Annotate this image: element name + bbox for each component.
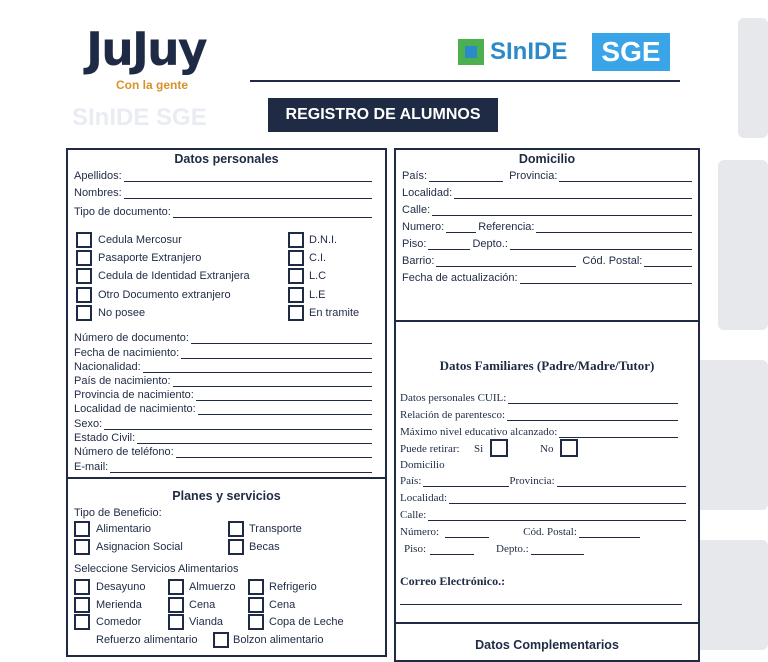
desayuno-checkbox[interactable] xyxy=(74,579,90,595)
complementarios-title: Datos Complementarios xyxy=(475,638,619,652)
estado-civil-field[interactable]: Estado Civil: xyxy=(74,432,372,444)
domicilio-calle-field[interactable]: Calle: xyxy=(402,204,692,216)
provincia-nacimiento-field[interactable]: Provincia de nacimiento: xyxy=(74,389,372,401)
domicilio-pais-provincia[interactable]: País: Provincia: xyxy=(402,170,692,182)
header-divider xyxy=(250,80,680,82)
domicilio-numero-referencia[interactable]: Numero: Referencia: xyxy=(402,221,692,233)
page-title: REGISTRO DE ALUMNOS xyxy=(268,98,498,132)
copa-leche-checkbox[interactable] xyxy=(248,614,264,630)
familiar-parentesco-field[interactable]: Relación de parentesco: xyxy=(400,409,678,421)
lc-checkbox[interactable] xyxy=(288,268,304,284)
domicilio-localidad-field[interactable]: Localidad: xyxy=(402,187,692,199)
familiar-pais-provincia[interactable]: País: Provincia: xyxy=(400,475,686,487)
datos-complementarios-section xyxy=(394,622,700,662)
localidad-nacimiento-field[interactable]: Localidad de nacimiento: xyxy=(74,403,372,415)
familiar-correo-field[interactable] xyxy=(400,594,682,605)
alimentario-checkbox[interactable] xyxy=(74,521,90,537)
familiar-localidad-field[interactable]: Localidad: xyxy=(400,492,686,504)
planes-title: Planes y servicios xyxy=(172,489,281,503)
domicilio-section xyxy=(394,148,700,322)
otro-documento-checkbox[interactable] xyxy=(76,287,92,303)
domicilio-title: Domicilio xyxy=(518,152,576,166)
datos-personales-section: Datos personales Apellidos: Nombres: Tipo de documento: Cedula Mercosur Pasaporte Extranjero Cedula de Identidad Extranjera Otro Documento extranjero No posee D.N.I. C.I. L.C L.E En tramite Número de documento: Fecha de nacimiento: Nacionalidad: País de nacimiento: Provincia de nacimiento: Localidad de nacimiento: Sexo: Estado Civil: Número de teléfono: E-mail: xyxy=(66,148,387,479)
planes-servicios-section: Planes y servicios Tipo de Beneficio: Alimentario Transporte Asignacion Social Becas Seleccione Servicios Alimentarios Desayuno Almuerzo Refrigerio Merienda Cena Cena Comedor Vianda Copa de Leche Refuerzo alimentario Bolzon alimentario xyxy=(66,477,387,657)
watermark-sinide: SInIDE SGE xyxy=(72,104,207,131)
merienda-checkbox[interactable] xyxy=(74,597,90,613)
vianda-checkbox[interactable] xyxy=(168,614,184,630)
le-checkbox[interactable] xyxy=(288,287,304,303)
domicilio-barrio-cp[interactable]: Barrio: Cód. Postal: xyxy=(402,255,692,267)
dni-checkbox[interactable] xyxy=(288,232,304,248)
familiar-calle-field[interactable]: Calle: xyxy=(400,509,686,521)
familiar-piso-depto[interactable]: Piso: Depto.: xyxy=(404,543,584,555)
watermark-bar xyxy=(690,360,768,510)
domicilio-piso-depto[interactable]: Piso: Depto.: xyxy=(402,238,692,250)
ci-checkbox[interactable] xyxy=(288,250,304,266)
familiares-title: Datos Familiares (Padre/Madre/Tutor) xyxy=(439,358,655,373)
no-posee-checkbox[interactable] xyxy=(76,305,92,321)
sinide-icon xyxy=(458,39,484,65)
refrigerio-checkbox[interactable] xyxy=(248,579,264,595)
almuerzo-checkbox[interactable] xyxy=(168,579,184,595)
sexo-field[interactable]: Sexo: xyxy=(74,418,372,430)
comedor-checkbox[interactable] xyxy=(74,614,90,630)
numero-documento-field[interactable]: Número de documento: xyxy=(74,332,372,344)
sge-logo: SGE xyxy=(592,33,670,71)
watermark-bar xyxy=(738,18,768,138)
nacionalidad-field[interactable]: Nacionalidad: xyxy=(74,361,372,373)
en-tramite-checkbox[interactable] xyxy=(288,305,304,321)
asignacion-social-checkbox[interactable] xyxy=(74,539,90,555)
familiar-numero-cp[interactable]: Número: Cód. Postal: xyxy=(400,526,640,538)
cena-2-checkbox[interactable] xyxy=(248,597,264,613)
datos-personales-title: Datos personales xyxy=(174,152,279,166)
puede-retirar-no-checkbox[interactable] xyxy=(560,439,578,457)
cena-checkbox[interactable] xyxy=(168,597,184,613)
puede-retirar-si-checkbox[interactable] xyxy=(490,439,508,457)
watermark-bar xyxy=(718,160,768,330)
nombres-field[interactable]: Nombres: xyxy=(74,187,372,199)
sinide-logo: SInIDE xyxy=(458,38,567,66)
pasaporte-checkbox[interactable] xyxy=(76,250,92,266)
tipo-documento-field[interactable]: Tipo de documento: xyxy=(74,206,372,218)
bolzon-alimentario-checkbox[interactable] xyxy=(213,632,229,648)
fecha-nacimiento-field[interactable]: Fecha de nacimiento: xyxy=(74,347,372,359)
familiar-cuil-field[interactable]: Datos personales CUIL: xyxy=(400,392,678,404)
jujuy-logo: JuJuy Con la gente xyxy=(86,22,206,92)
telefono-field[interactable]: Número de teléfono: xyxy=(74,446,372,458)
familiar-nivel-field[interactable]: Máximo nivel educativo alcanzado: xyxy=(400,426,678,438)
familiar-correo-label: Correo Electrónico.: xyxy=(400,574,506,588)
apellidos-field[interactable]: Apellidos: xyxy=(74,170,372,182)
email-field[interactable]: E-mail: xyxy=(74,461,372,473)
transporte-checkbox[interactable] xyxy=(228,521,244,537)
datos-familiares-section: Datos Familiares (Padre/Madre/Tutor) Datos personales CUIL: Relación de parentesco: Máximo nivel educativo alcanzado: Puede retirar: Si No Domicilio País: Provincia: Localidad: Calle: Número: Cód. Postal: Piso: Depto.: Correo Electrónico.: xyxy=(394,320,700,624)
cedula-extranjera-checkbox[interactable] xyxy=(76,268,92,284)
becas-checkbox[interactable] xyxy=(228,539,244,555)
fecha-actualizacion-field[interactable]: Fecha de actualización: xyxy=(402,272,692,284)
cedula-mercosur-checkbox[interactable] xyxy=(76,232,92,248)
pais-nacimiento-field[interactable]: País de nacimiento: xyxy=(74,375,372,387)
